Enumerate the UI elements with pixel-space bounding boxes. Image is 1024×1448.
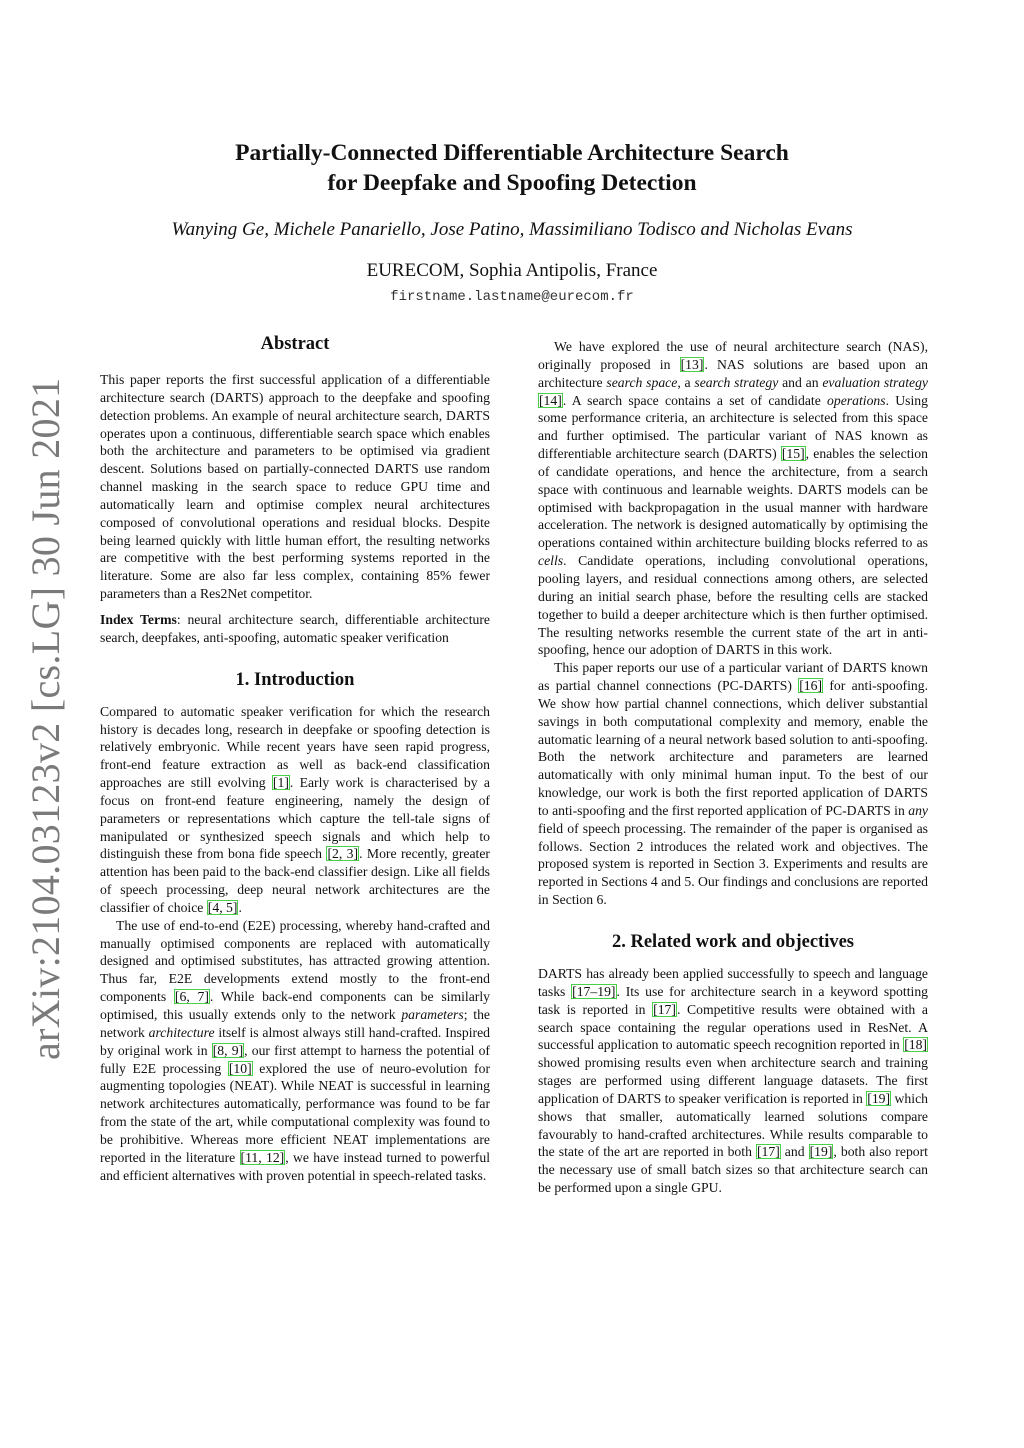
pc-darts-paragraph: This paper reports our use of a particular variant of DARTS known as partial channel connections (PC-DARTS) [16] for anti-spoofing. We show how partial channel connections, which deliver substantial savings in both computational complexity and memory, enable the automatic learning of a neural network based solution to anti-spoofing. Both the network architecture and parameters are learned automatically with only minimal human input. To the best of our knowledge, our work is both the first reported application of DARTS to anti-spoofing and the first reported application of PC-DARTS in any field of speech processing. The remainder of the paper is organised as follows. Section 2 introduces the related work and objectives. The proposed system is reported in Section 3. Experiments and results are reported in Sections 4 and 5. Our findings and conclusions are reported in Section 6. <box>538 660 929 908</box>
left-column <box>100 333 490 1184</box>
title-line-1: Partially-Connected Differentiable Architecture Search <box>235 140 789 166</box>
citation-link[interactable]: [11, 12] <box>240 1149 285 1165</box>
citation-link[interactable]: [19] <box>867 1090 891 1106</box>
citation-link[interactable]: [17] <box>756 1144 780 1160</box>
citation-link[interactable]: [15] <box>781 446 805 462</box>
citation-link[interactable]: [4, 5] <box>207 899 238 915</box>
right-column <box>538 338 928 1197</box>
citation-link[interactable]: [13] <box>680 356 704 372</box>
index-terms-label: Index Terms <box>100 611 177 627</box>
intro-paragraph-1: Compared to automatic speaker verification for which the research history is decades long, research in deepfake or spoofing detection is relatively embryonic. While recent years have seen rapid progress, front-end feature extraction as well as back-end classification approaches are still evolving [1]. Early work is characterised by a focus on front-end feature engineering, namely the design of parameters or representations which capture the tell-tale signs of manipulated or synthesized speech signals and which help to distinguish these from bona fide speech [2, 3]. More recently, greater attention has been paid to the back-end classifier design. Like all fields of speech processing, deep neural network architectures are the classifier of choice [4, 5]. <box>100 703 490 915</box>
abstract-heading: Abstract <box>260 334 330 354</box>
citation-link[interactable]: [17–19] <box>572 983 616 999</box>
affiliation: EURECOM, Sophia Antipolis, France <box>366 260 658 281</box>
citation-link[interactable]: [17] <box>653 1001 676 1017</box>
citation-link[interactable]: [16] <box>799 678 823 694</box>
citation-link[interactable]: [1] <box>272 775 289 791</box>
abstract-body: This paper reports the first successful application of a differentiable architecture search (DARTS) approach to the deepfake and spoofing detection problems. An example of neural architecture search, DARTS operates upon a continuous, differentiable search space which enables both the architecture and parameters to be optimised via gradient descent. Solutions based on partially-connected DARTS use random channel masking in the search space to reduce GPU time and automatically learn and optimise complex neural architectures composed of convolutional operations and residual blocks. Despite being learned quickly with little human effort, the resulting networks are competitive with the best performing systems reported in the literature. Some are also far less complex, containing 85% fewer parameters than a Res2Net competitor. <box>100 372 490 602</box>
title-line-2: for Deepfake and Spoofing Detection <box>327 170 697 196</box>
related-work-paragraph: DARTS has already been applied successfully to speech and language tasks [17–19]. Its use for architecture search in a keyword spotting task is reported in [17]. Competitive results were obtained with a search space containing the regular operations used in ResNet. A successful application to automatic speech recognition reported in [18] showed promising results even when architecture search and training stages are performed using different language datasets. The first application of DARTS to speaker verification is reported in [19] which shows that smaller, automatically learned solutions compare favourably to hand-crafted architectures. While results comparable to the state of the art are reported in both [17] and [19], both also report the necessary use of small batch sizes so that architecture search can be performed upon a single GPU. <box>538 966 929 1196</box>
related-work-heading: 2. Related work and objectives <box>611 932 855 952</box>
citation-link[interactable]: [18] <box>904 1037 927 1053</box>
citation-link[interactable]: [19] <box>809 1144 833 1160</box>
intro-heading: 1. Introduction <box>235 669 355 690</box>
nas-paragraph: We have explored the use of neural architecture search (NAS), originally proposed in [13]. NAS solutions are based upon an architecture search space, a search strategy and an evaluation strategy [14]. A search space contains a set of candidate operations. Using some performance criteria, an architecture is selected from this space and further optimised. The particular variant of NAS known as differentiable architecture search (DARTS) [15], enables the selection of candidate operations, and hence the architecture, from a search space with continuous and learnable weights. DARTS models can be optimised with backpropagation in the usual manner with hardware acceleration. The network is designed automatically by optimising the operations contained within architecture building blocks referred to as cells. Candidate operations, including convolutional operations, pooling layers, and residual connections among others, are selected during an initial search phase, before the resulting cells are stacked together to build a deeper architecture which is then further optimised. The resulting networks resemble the current state of the art in anti-spoofing, hence our adoption of DARTS in this work. <box>538 339 928 658</box>
arxiv-identifier: arXiv:2104.03123v2 [cs.LG] 30 Jun 2021 <box>23 377 68 1060</box>
index-terms <box>100 611 490 647</box>
contact-email: firstname.lastname@eurecom.fr <box>390 289 634 305</box>
citation-link[interactable]: [8, 9] <box>212 1042 244 1058</box>
author-list: Wanying Ge, Michele Panariello, Jose Patino, Massimiliano Todisco and Nicholas Evans <box>171 219 853 240</box>
paper-title <box>120 138 904 198</box>
citation-link[interactable]: [10] <box>228 1060 252 1076</box>
citation-link[interactable]: [6, 7] <box>174 989 209 1005</box>
index-terms-list: : neural architecture search, differentiable architecture search, deepfakes, anti-spoofing, automatic speaker verification <box>100 611 490 645</box>
intro-paragraph-2: The use of end-to-end (E2E) processing, whereby hand-crafted and manually optimised components are replaced with automatically designed and optimised substitutes, has attracted growing attention. Thus far, E2E developments extend mostly to the front-end components [6, 7]. While back-end components can be similarly optimised, this usually extends only to the network parameters; the network architecture itself is almost always still hand-crafted. Inspired by original work in [8, 9], our first attempt to harness the potential of fully E2E processing [10] explored the use of neuro-evolution for augmenting topologies (NEAT). While NEAT is successful in learning network architectures automatically, performance was found to be far from the state of the art, while computational complexity was found to be prohibitive. Whereas more efficient NEAT implementations are reported in the literature [11, 12], we have instead turned to powerful and efficient alternatives with proven potential in speech-related tasks. <box>100 917 490 1183</box>
citation-link[interactable]: [2, 3] <box>327 846 359 862</box>
citation-link[interactable]: [14] <box>539 392 562 408</box>
